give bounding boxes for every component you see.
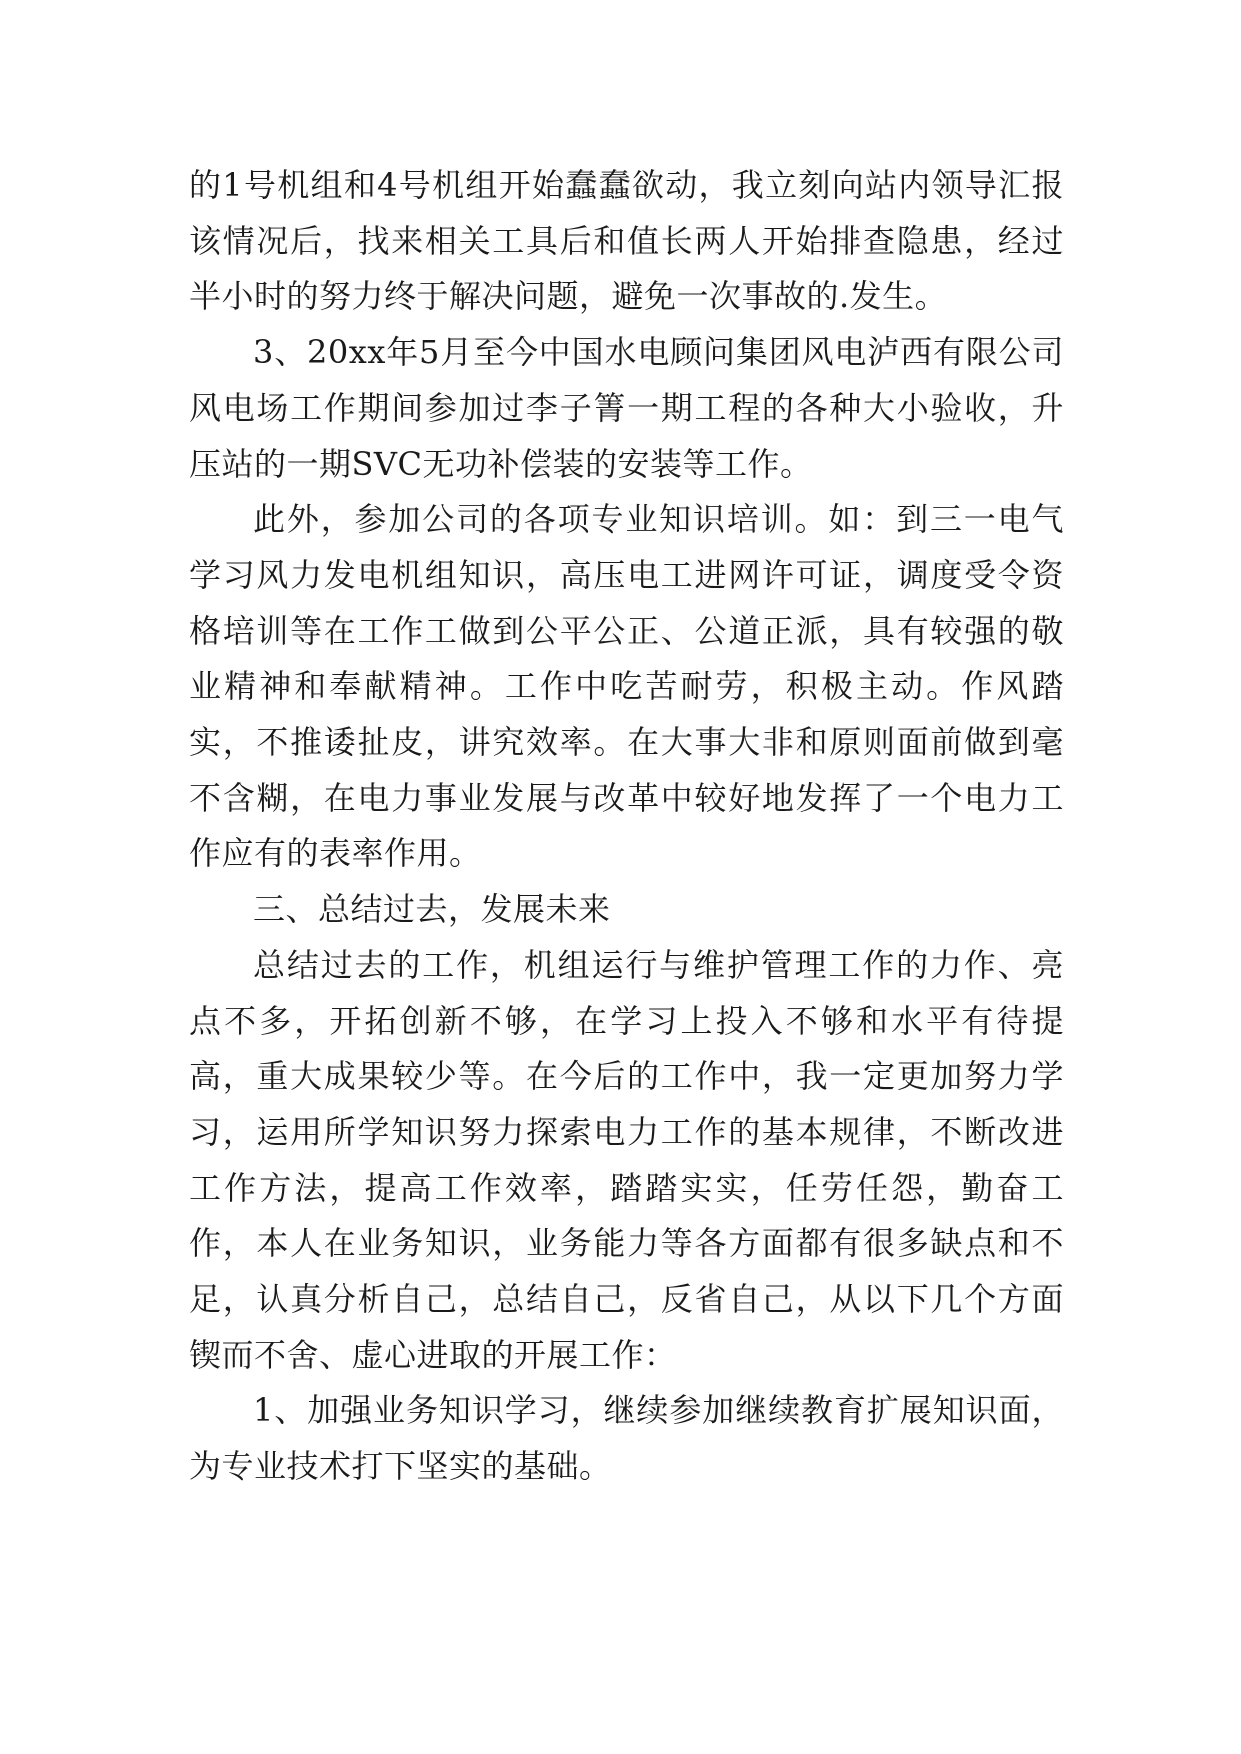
- paragraph-training: 此外，参加公司的各项专业知识培训。如：到三一电气学习风力发电机组知识，高压电工进网许可证，调度受令资格培训等在工作工做到公平公正、公道正派，具有较强的敬业精神和奉献精神。工作中吃苦耐劳，积极主动。作风踏实，不推诿扯皮，讲究效率。在大事大非和原则面前做到毫不含糊，在电力事业发展与改革中较好地发挥了一个电力工作应有的表率作用。: [189, 500, 1064, 873]
- paragraph-continuation: 的1号机组和4号机组开始蠢蠢欲动，我立刻向站内领导汇报该情况后，找来相关工具后和值长两人开始排查隐患，经过半小时的努力终于解决问题，避免一次事故的.发生。: [189, 166, 1064, 316]
- paragraph-plan-item-1: 1、加强业务知识学习，继续参加继续教育扩展知识面，为专业技术打下坚实的基础。: [189, 1391, 1064, 1486]
- paragraph-item-3: 3、20xx年5月至今中国水电顾问集团风电泸西有限公司风电场工作期间参加过李子箐一期工程的各种大小验收，升压站的一期SVC无功补偿装的安装等工作。: [189, 333, 1064, 483]
- body-text: [189, 158, 1064, 1495]
- paragraph-summary: 总结过去的工作，机组运行与维护管理工作的力作、亮点不多，开拓创新不够，在学习上投入不够和水平有待提高，重大成果较少等。在今后的工作中，我一定更加努力学习，运用所学知识努力探索电力工作的基本规律，不断改进工作方法，提高工作效率，踏踏实实，任劳任怨，勤奋工作，本人在业务知识，业务能力等各方面都有很多缺点和不足，认真分析自己，总结自己，反省自己，从以下几个方面锲而不舍、虚心进取的开展工作：: [189, 945, 1064, 1374]
- section-heading-3: 三、总结过去，发展未来: [253, 890, 611, 929]
